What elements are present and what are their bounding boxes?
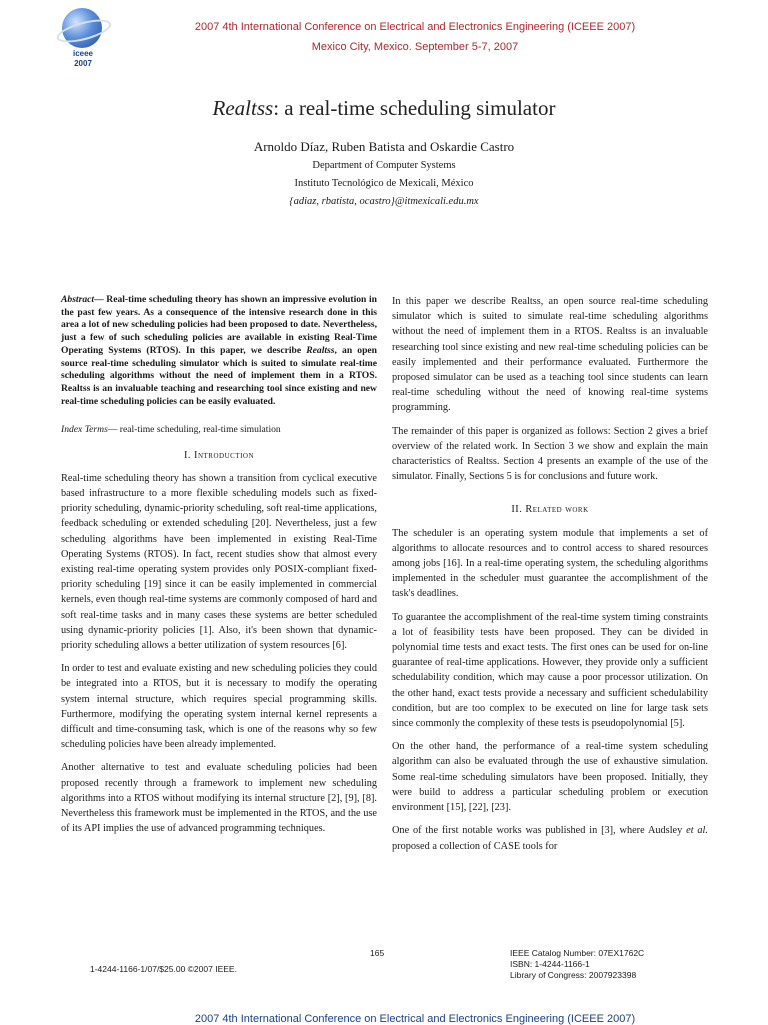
paragraph: The remainder of this paper is organized as follows: Section 2 gives a brief overview of the related work. In Section 3 we show and explain the main characteristics of Realtss. Section 4 presents an example of the use of the simulator. Finally, Sections 5 is for conclusions and future work. (392, 425, 708, 483)
paragraph: Another alternative to test and evaluate scheduling policies had been proposed recently through a framework to implement new scheduling algorithms into a RTOS without modifying its internal structure [2], [9], [8]. Nevertheless this framework must be implemented in the RTOS, and the use of its API implies the use of advanced programming techniques. (61, 762, 377, 835)
iceee-logo (58, 8, 108, 70)
conference-location: Mexico City, Mexico. September 5-7, 2007 (311, 41, 519, 53)
catalog-number: IEEE Catalog Number: 07EX1762C (510, 948, 645, 958)
logo-year: 2007 (74, 59, 92, 68)
title-rest: : a real-time scheduling simulator (273, 96, 556, 120)
affiliation-institute: Instituto Tecnológico de Mexicali, México (294, 178, 474, 189)
logo-acronym: iceee (72, 49, 94, 58)
isbn: ISBN: 1-4244-1166-1 (510, 959, 590, 969)
abstract-text-1: — Real-time scheduling theory has shown an impressive evolution in the past few years. As a consequence of the intensive research done in this area a lot of new scheduling policies had been proposed to date. Nevertheless, just a few of such scheduling policies are available in existing Real-Time Operating Systems (RTOS). In this paper, we describe (61, 294, 377, 356)
abstract-name: Realtss (306, 344, 335, 356)
right-column (392, 294, 708, 862)
section-heading-related-work: II. Related work (511, 504, 589, 516)
et-al: et al. (686, 825, 708, 837)
section-heading-introduction: I. Introduction (183, 449, 255, 461)
index-terms-text: — real-time scheduling, real-time simulation (107, 424, 281, 436)
paragraph-text-1: One of the first notable works was published in [3], where Audsley (392, 825, 687, 837)
index-terms (61, 422, 377, 437)
bottom-conference-title: 2007 4th International Conference on Electrical and Electronics Engineering (ICEEE 2007) (194, 1013, 636, 1025)
paragraph (392, 823, 708, 853)
copyright-notice: 1-4244-1166-1/07/$25.00 ©2007 IEEE. (90, 964, 237, 974)
paragraph: Real-time scheduling theory has shown a transition from cyclical executive based infrastructure to a more flexible scheduling models such as fixed-priority scheduling, dynamic-priority scheduling, soft real-time applications, feedback scheduling or extended scheduling [20]. Nevertheless, just a few scheduling algorithms have been implemented in existing Real-Time Operating Systems (RTOS). In fact, recent studies show that almost every existing real-time operating system provides only POSIX-compliant fixed-priority scheduling [19] since it can be easily implemented in commercial kernels, even though real-time systems are commonly composed of hard and soft real-time tasks and in many cases these systems are better scheduled using dynamic-priority policies [1]. Also, it's been shown that dynamic-priority scheduling allows a better utilization of system resources [6]. (61, 472, 377, 651)
paragraph: In order to test and evaluate existing and new scheduling policies they could be integrated into a RTOS, but it is necessary to modify the operating system internal structure, which requires special programming skills. Furthermore, modifying the operating system internal kernel represents a difficult and time-consuming task, which is one of the reasons why so few scheduling policies have been already implemented. (61, 663, 377, 751)
page-number: 165 (370, 948, 385, 958)
abstract-label: Abstract (61, 294, 95, 305)
catalog-info (510, 948, 644, 981)
index-terms-label: Index Terms (61, 424, 108, 436)
paragraph-text-2: proposed a collection of CASE tools for (392, 840, 558, 852)
paragraph: To guarantee the accomplishment of the real-time system timing constraints a lot of feasibility tests have been proposed. They can be divided in polynomial time tests and exact tests. The first ones can be used for on-line guarantee of real-time applications. However, they provide only a sufficient schedulability condition, which may cause a poor processor utilization. On the other hand, exact tests provide a necessary and sufficient schedulability condition, but are too complex to be executed on line for large task sets since commonly the complexity of these tests is pseudopolynomial [5]. (392, 611, 708, 730)
paragraph: On the other hand, the performance of a real-time system scheduling algorithm can also be evaluated through the use of exhaustive simulation. Some real-time scheduling simulators have been proposed. Initially, they were build to address a particular scheduling problem or execution environment [15], [22], [23]. (392, 741, 708, 814)
affiliation-email: {adiaz, rbatista, ocastro}@itmexicali.edu.mx (289, 196, 479, 207)
affiliation-department: Department of Computer Systems (312, 160, 456, 171)
author-list: Arnoldo Díaz, Ruben Batista and Oskardie Castro (253, 139, 515, 154)
paragraph: In this paper we describe Realtss, an open source real-time scheduling simulator which is suited to simulate real-time scheduling algorithms without the need of implement them in a RTOS. Realtss is an invaluable researching tool since existing and new real-time scheduling policies can be easily implemented and their performance evaluated. Furthermore the proposed simulator can be used as a teaching tool since students can learn real-time scheduling without the need of knowing real-time systems programming. (392, 296, 708, 414)
title-name: Realtss (212, 96, 274, 120)
paragraph: The scheduler is an operating system module that implements a set of algorithms to allocate resources and to control access to shared resources among jobs [16]. In a real-time operating system, the scheduling algorithms implemented in the scheduler must guarantee the accomplishment of the task's deadlines. (392, 527, 708, 600)
abstract-text-2: , an open source real-time scheduling simulator which is suited to simulate real-time scheduling algorithms without the need of implement them in a RTOS. Realtss is an invaluable teaching and researching tool since existing and new real-time scheduling policies can be easily evaluated. (61, 344, 377, 407)
conference-title: 2007 4th International Conference on Electrical and Electronics Engineering (ICEEE 2007) (194, 21, 636, 33)
left-column (61, 294, 377, 844)
abstract (61, 294, 377, 408)
library-of-congress: Library of Congress: 2007923398 (510, 970, 637, 980)
paper-title (0, 96, 768, 121)
